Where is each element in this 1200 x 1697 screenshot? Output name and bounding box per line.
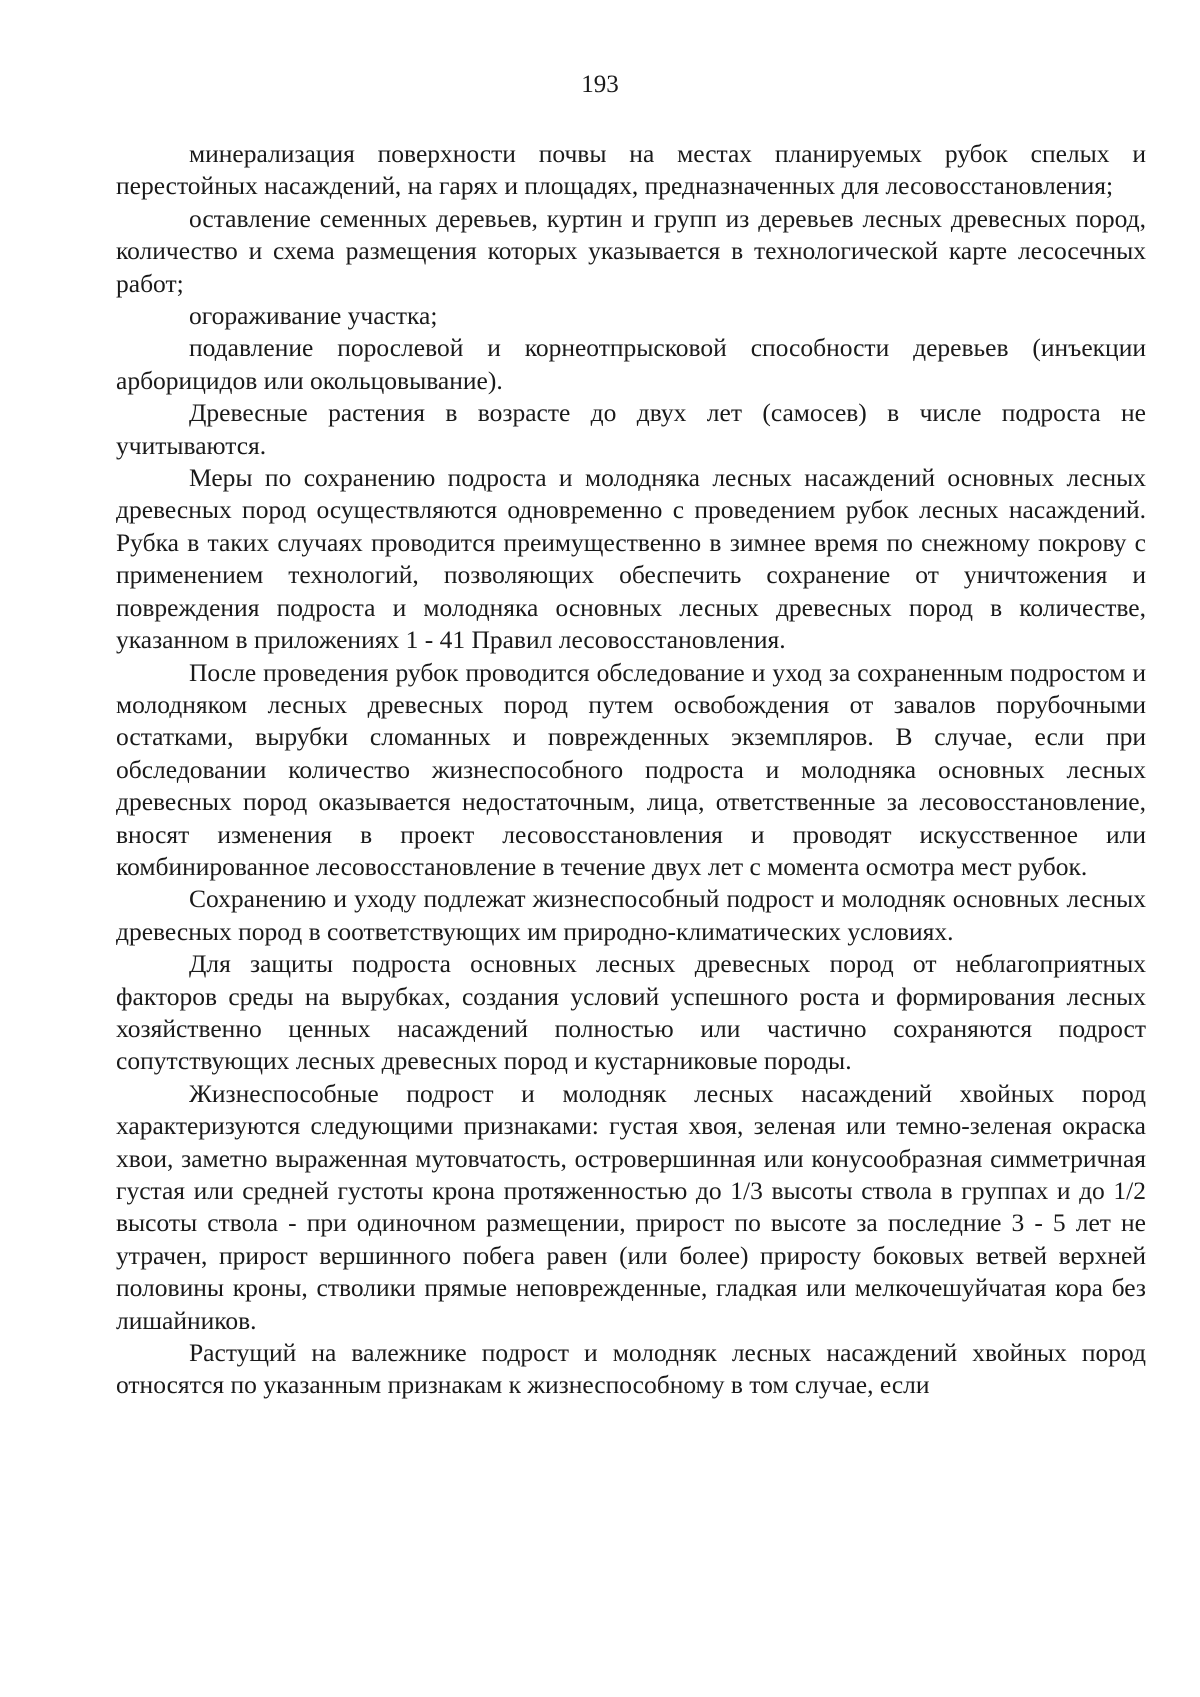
paragraph-suppression: подавление порослевой и корнеотпрысковой способности деревьев (инъекции арборицидов или окольцовывание). [116,333,1146,395]
paragraph-deadwood-undergrowth: Растущий на валежнике подрост и молодняк лесных насаждений хвойных пород относятся по указанным признакам к жизнеспособному в том случае, если [116,1338,1146,1400]
page-number: 193 [581,71,619,98]
paragraph-post-felling-survey: После проведения рубок проводится обследование и уход за сохраненным подростом и молодняком лесных древесных пород путем освобождения от завалов порубочными остатками, вырубки сломанных и поврежденных экземпляров. В случае, если при обследовании количество жизнеспособного подроста и молодняка основных лесных древесных пород оказывается недостаточным, лица, ответственные за лесовосстановление, вносят изменения в проект лесовосстановления и проводят искусственное или комбинированное лесовосстановление в течение двух лет с момента осмотра мест рубок. [116,657,1146,881]
paragraph-preservation-care: Сохранению и уходу подлежат жизнеспособный подрост и молодняк основных лесных древесных пород в соответствующих им природно-климатических условиях. [116,884,1146,946]
paragraph-mineralization: минерализация поверхности почвы на местах планируемых рубок спелых и перестойных насаждений, на гарях и площадях, предназначенных для лесовосстановления; [116,139,1146,201]
paragraph-self-seeding: Древесные растения в возрасте до двух лет (самосев) в числе подроста не учитываются. [116,398,1146,460]
paragraph-preservation-measures: Меры по сохранению подроста и молодняка лесных насаждений основных лесных древесных пород осуществляются одновременно с проведением рубок лесных насаждений. Рубка в таких случаях проводится преимущественно в зимнее время по снежному покрову с применением технологий, позволяющих обеспечить сохранение от уничтожения и повреждения подроста и молодняка основных лесных древесных пород в количестве, указанном в приложениях 1 - 41 Правил лесовосстановления. [116,463,1146,655]
document-body [116,138,1146,1402]
paragraph-protection: Для защиты подроста основных лесных древесных пород от неблагоприятных факторов среды на вырубках, создания условий успешного роста и формирования лесных хозяйственно ценных насаждений полностью или частично сохраняются подрост сопутствующих лесных древесных пород и кустарниковые породы. [116,949,1146,1076]
paragraph-fencing: огораживание участка; [189,301,438,331]
paragraph-seed-trees: оставление семенных деревьев, куртин и групп из деревьев лесных древесных пород, количество и схема размещения которых указывается в технологической карте лесосечных работ; [116,203,1146,298]
paragraph-viability-signs: Жизнеспособные подрост и молодняк лесных насаждений хвойных пород характеризуются следующими признаками: густая хвоя, зеленая или темно-зеленая окраска хвои, заметно выраженная мутовчатость, островершинная или конусообразная симметричная густая или средней густоты крона протяженностью до 1/3 высоты ствола в группах и до 1/2 высоты ствола - при одиночном размещении, прирост по высоте за последние 3 - 5 лет не утрачен, прирост вершинного побега равен (или более) приросту боковых ветвей верхней половины кроны, стволики прямые неповрежденные, гладкая или мелкочешуйчатая кора без лишайников. [116,1078,1146,1335]
